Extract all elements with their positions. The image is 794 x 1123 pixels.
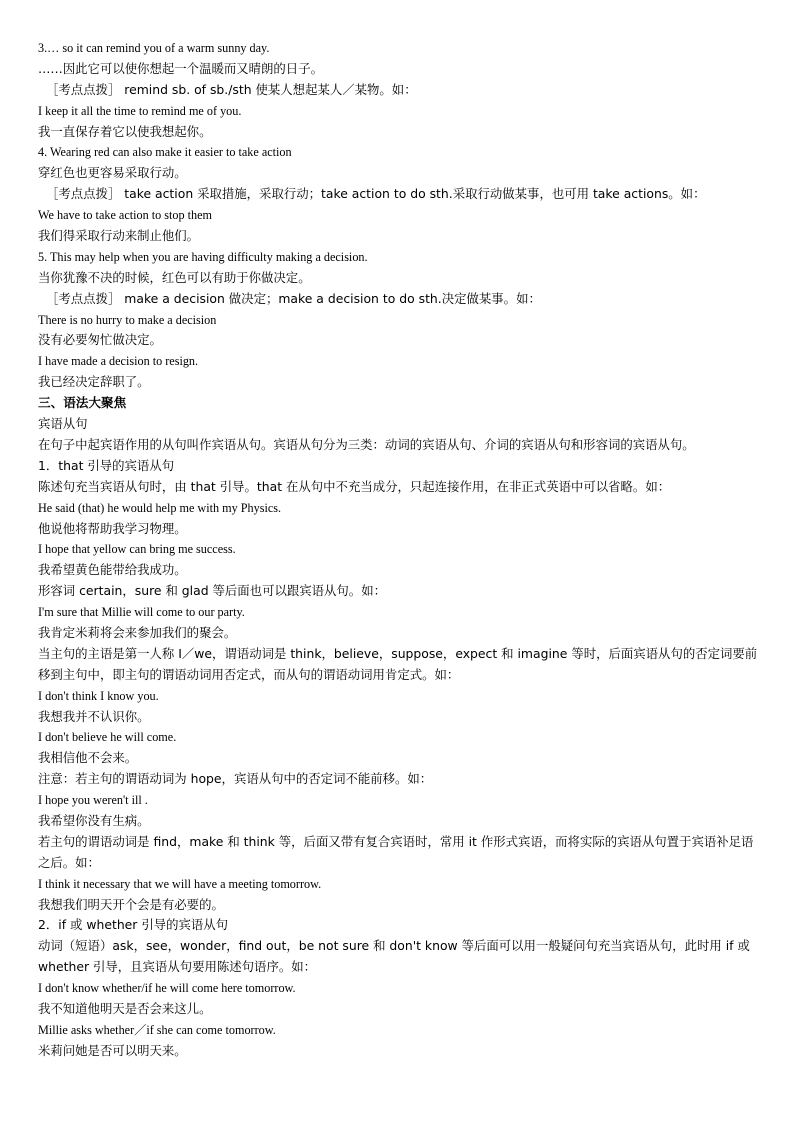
example-translation: 我们得采取行动来制止他们。 [38,228,200,244]
example-translation: 我希望你没有生病。 [38,813,150,828]
example-translation: 我想我并不认识你。 [38,708,150,724]
paragraph-definition: 在句子中起宾语作用的从句叫作宾语从句。宾语从句分为三类：动词的宾语从句、介词的宾语从句和形容词的宾语从句。 [38,436,695,452]
tip-make-decision: ［考点点拨］ make a decision 做决定；make a decision to do sth.决定做某事。如： [46,290,541,306]
example-translation: 他说他将帮助我学习物理。 [38,520,187,536]
paragraph-if-whether-rule: 动词（短语）ask，see，wonder，find out，be not sure 和 don't know 等后面可以用一般疑问句充当宾语从句，此时用 if 或 whether 引导，且宾语从句要用陈述句语序。如： [38,938,750,975]
paragraph-formal-object: 若主句的谓语动词是 find，make 和 think 等，后面又带有复合宾语时，常用 it 作形式宾语，而将实际的宾语从句置于宾语补足语之后。如： [38,833,754,870]
example-sentence: I hope you weren't ill . [38,793,148,808]
subheading-object-clause: 宾语从句 [38,416,88,432]
example-translation: 我相信他不会来。 [38,750,138,766]
example-5-chinese: 当你犹豫不决的时候，红色可以有助于你做决定。 [38,269,311,285]
example-sentence: I keep it all the time to remind me of you. [38,103,242,118]
example-3-chinese: ……因此它可以使你想起一个温暖而又晴朗的日子。 [38,60,323,76]
example-sentence: I don't believe he will come. [38,730,177,745]
example-4-chinese: 穿红色也更容易采取行动。 [38,165,187,181]
paragraph-negation-transfer: 当主句的主语是第一人称 I／we，谓语动词是 think，believe，suppose，expect 和 imagine 等时，后面宾语从句的否定词要前移到主句中，即主句的谓语动词用否定式，而从句的谓语动词用肯定式。如： [38,645,758,682]
subheading-if-whether-clause: 2．if 或 whether 引导的宾语从句 [38,917,229,933]
paragraph-that-rule: 陈述句充当宾语从句时，由 that 引导。that 在从句中不充当成分，只起连接作用，在非正式英语中可以省略。如： [38,478,671,494]
example-sentence: I don't know whether/if he will come here tomorrow. [38,981,296,996]
example-translation: 我想我们明天开个会是有必要的。 [38,896,224,912]
section-heading-grammar: 三、语法大聚焦 [38,395,127,411]
example-sentence: I'm sure that Millie will come to our party. [38,605,245,620]
example-translation: 我希望黄色能带给我成功。 [38,562,187,578]
example-translation: 米莉问她是否可以明天来。 [38,1042,187,1058]
paragraph-adjective-rule: 形容词 certain，sure 和 glad 等后面也可以跟宾语从句。如： [38,583,386,599]
example-sentence: I think it necessary that we will have a meeting tomorrow. [38,876,322,891]
example-translation: 我一直保存着它以使我想起你。 [38,123,212,139]
example-translation: 没有必要匆忙做决定。 [38,332,162,348]
example-4-english: 4. Wearing red can also make it easier to take action [38,145,292,160]
example-sentence: I hope that yellow can bring me success. [38,542,236,557]
subheading-that-clause: 1．that 引导的宾语从句 [38,457,175,473]
document-page [38,38,758,1062]
example-3-english: 3.… so it can remind you of a warm sunny day. [38,41,270,55]
example-sentence: He said (that) he would help me with my Physics. [38,500,282,515]
example-sentence: I don't think I know you. [38,688,159,703]
example-translation: 我已经决定辞职了。 [38,374,150,390]
tip-take-action: ［考点点拨］ take action 采取措施，采取行动；take action to do sth.采取行动做某事，也可用 take actions。如： [46,186,706,202]
paragraph-note-hope: 注意：若主句的谓语动词为 hope，宾语从句中的否定词不能前移。如： [38,771,433,787]
example-sentence: I have made a decision to resign. [38,354,199,369]
example-translation: 我不知道他明天是否会来这儿。 [38,1001,212,1017]
example-sentence: There is no hurry to make a decision [38,312,217,327]
tip-remind: ［考点点拨］ remind sb. of sb./sth 使某人想起某人／某物。如： [46,81,417,97]
example-sentence: We have to take action to stop them [38,208,212,223]
example-sentence: Millie asks whether／if she can come tomorrow. [38,1022,276,1037]
example-translation: 我肯定米莉将会来参加我们的聚会。 [38,624,237,640]
example-5-english: 5. This may help when you are having difficulty making a decision. [38,249,368,264]
